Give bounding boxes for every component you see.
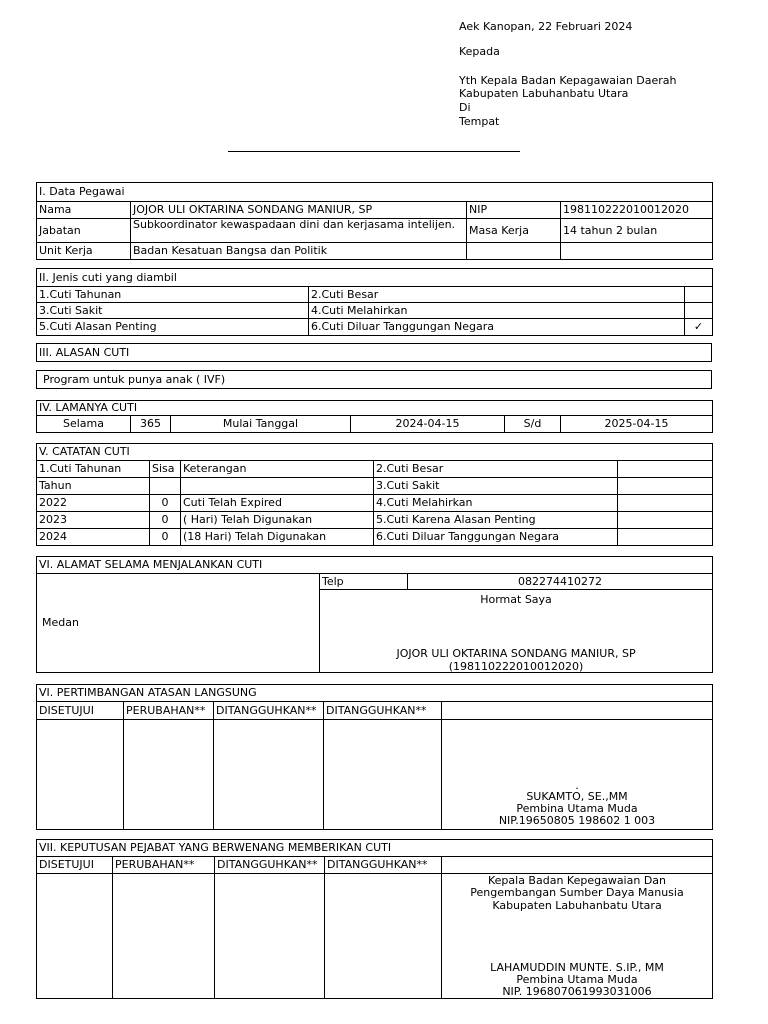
reason-table	[36, 370, 712, 389]
masa-kerja-label: Masa Kerja	[467, 219, 561, 243]
section-4-title: IV. LAMANYA CUTI	[37, 401, 713, 416]
empty-cell	[442, 857, 713, 874]
row-year: 2024	[37, 529, 150, 546]
applicant-name: JOJOR ULI OKTARINA SONDANG MANIUR, SP	[396, 647, 636, 660]
empty-cell	[618, 495, 713, 512]
section-2-title: II. Jenis cuti yang diambil	[37, 269, 713, 287]
recipient-line-3: Di	[459, 101, 471, 114]
empty-cell	[150, 478, 181, 495]
table-row	[37, 512, 713, 529]
col-ditangguhkan: DITANGGUHKAN**	[324, 702, 442, 720]
official-signature-block	[442, 874, 713, 999]
supervisor-signature-block	[442, 720, 713, 830]
end-date: 2025-04-15	[561, 416, 713, 433]
reason-title-table	[36, 343, 712, 362]
address-table	[36, 556, 713, 673]
place-date: Aek Kanopan, 22 Februari 2024	[459, 20, 633, 33]
row-sisa: 0	[150, 529, 181, 546]
row-keterangan: Cuti Telah Expired	[181, 495, 374, 512]
recipient-line-1: Yth Kepala Badan Kepagawaian Daerah	[459, 74, 677, 87]
jabatan-value: Subkoordinator kewaspadaan dini dan kerjasama intelijen.	[131, 219, 467, 243]
col-perubahan: PERUBAHAN**	[124, 702, 214, 720]
row-sisa: 0	[150, 512, 181, 529]
col-ditangguhkan: DITANGGUHKAN**	[214, 702, 324, 720]
unit-kerja-value: Badan Kesatuan Bangsa dan Politik	[131, 243, 467, 260]
empty-cell	[37, 874, 113, 999]
empty-cell	[124, 720, 214, 830]
row-year: 2022	[37, 495, 150, 512]
row-keterangan: (18 Hari) Telah Digunakan	[181, 529, 374, 546]
notes-right-5: 6.Cuti Diluar Tanggungan Negara	[374, 529, 618, 546]
selama-label: Selama	[37, 416, 131, 433]
supervisor-rank: Pembina Utama Muda	[516, 802, 638, 815]
recipient-line-2: Kabupaten Labuhanbatu Utara	[459, 87, 629, 100]
section-8-title: VII. KEPUTUSAN PEJABAT YANG BERWENANG MEMBERIKAN CUTI	[37, 840, 713, 857]
leave-option-5: 5.Cuti Alasan Penting	[37, 319, 309, 336]
until-label: S/d	[505, 416, 561, 433]
notes-right-2: 3.Cuti Sakit	[374, 478, 618, 495]
leave-address: Medan	[37, 574, 320, 673]
employee-data-table	[36, 182, 713, 260]
notes-header-3: Keterangan	[181, 461, 374, 478]
supervisor-name: SUKAMTO, SE.,MM	[526, 790, 628, 803]
official-decision-table	[36, 839, 713, 999]
col-ditangguhkan: DITANGGUHKAN**	[325, 857, 442, 874]
leave-option-3: 3.Cuti Sakit	[37, 303, 309, 319]
official-nip: NIP. 196807061993031006	[502, 985, 652, 998]
empty-cell	[685, 303, 713, 319]
duration-table	[36, 400, 713, 433]
empty-cell	[685, 287, 713, 303]
leave-option-1: 1.Cuti Tahunan	[37, 287, 309, 303]
section-1-title: I. Data Pegawai	[37, 183, 713, 202]
start-date-label: Mulai Tanggal	[171, 416, 351, 433]
empty-cell	[324, 720, 442, 830]
empty-cell	[325, 874, 442, 999]
col-disetujui: DISETUJUI	[37, 857, 113, 874]
nip-value: 198110222010012020	[561, 202, 713, 219]
col-disetujui: DISETUJUI	[37, 702, 124, 720]
row-keterangan: ( Hari) Telah Digunakan	[181, 512, 374, 529]
hormat-saya: Hormat Saya	[480, 593, 552, 606]
col-perubahan: PERUBAHAN**	[113, 857, 215, 874]
supervisor-table	[36, 684, 713, 830]
check-icon: ✓	[685, 319, 713, 336]
empty-cell	[37, 720, 124, 830]
notes-header-1: 1.Cuti Tahunan	[37, 461, 150, 478]
header-divider	[228, 151, 520, 152]
supervisor-nip: NIP.19650805 198602 1 003	[498, 814, 656, 827]
applicant-nip: (198110222010012020)	[448, 660, 584, 673]
nama-value: JOJOR ULI OKTARINA SONDANG MANIUR, SP	[131, 202, 467, 219]
signature-dot: .	[575, 779, 579, 792]
unit-kerja-label: Unit Kerja	[37, 243, 131, 260]
empty-cell	[618, 512, 713, 529]
leave-option-2: 2.Cuti Besar	[309, 287, 685, 303]
empty-cell	[181, 478, 374, 495]
empty-cell	[467, 243, 561, 260]
applicant-signature-block	[320, 590, 713, 673]
nama-label: Nama	[37, 202, 131, 219]
empty-cell	[215, 874, 325, 999]
office-line-1: Kepala Badan Kepegawaian Dan	[487, 874, 667, 887]
section-5-title: V. CATATAN CUTI	[37, 444, 713, 461]
empty-cell	[618, 461, 713, 478]
notes-right-3: 4.Cuti Melahirkan	[374, 495, 618, 512]
official-name: LAHAMUDDIN MUNTE. S.IP., MM	[490, 961, 664, 974]
masa-kerja-value: 14 tahun 2 bulan	[561, 219, 713, 243]
office-line-3: Kabupaten Labuhanbatu Utara	[492, 899, 662, 912]
empty-cell	[113, 874, 215, 999]
section-3-title: III. ALASAN CUTI	[37, 344, 712, 362]
duration-days: 365	[131, 416, 171, 433]
empty-cell	[561, 243, 713, 260]
section-6-title: VI. ALAMAT SELAMA MENJALANKAN CUTI	[37, 557, 713, 574]
section-7-title: VI. PERTIMBANGAN ATASAN LANGSUNG	[37, 685, 713, 702]
empty-cell	[214, 720, 324, 830]
notes-right-4: 5.Cuti Karena Alasan Penting	[374, 512, 618, 529]
notes-right-1: 2.Cuti Besar	[374, 461, 618, 478]
empty-cell	[442, 702, 713, 720]
table-row	[37, 495, 713, 512]
col-ditangguhkan: DITANGGUHKAN**	[215, 857, 325, 874]
leave-reason: Program untuk punya anak ( IVF)	[37, 371, 712, 389]
empty-cell	[618, 478, 713, 495]
leave-option-4: 4.Cuti Melahirkan	[309, 303, 685, 319]
jabatan-label: Jabatan	[37, 219, 131, 243]
telp-label: Telp	[320, 574, 408, 590]
notes-header-2: Sisa	[150, 461, 181, 478]
row-sisa: 0	[150, 495, 181, 512]
office-line-2: Pengembangan Sumber Daya Manusia	[470, 886, 684, 899]
leave-option-6: 6.Cuti Diluar Tanggungan Negara	[309, 319, 685, 336]
table-row	[37, 529, 713, 546]
leave-notes-table	[36, 443, 713, 546]
official-rank: Pembina Utama Muda	[516, 973, 638, 986]
telp-value: 082274410272	[408, 574, 713, 590]
kepada-label: Kepada	[459, 45, 500, 58]
start-date: 2024-04-15	[351, 416, 505, 433]
row-year: 2023	[37, 512, 150, 529]
recipient-line-4: Tempat	[459, 115, 500, 128]
empty-cell	[618, 529, 713, 546]
nip-label: NIP	[467, 202, 561, 219]
leave-type-table	[36, 268, 713, 336]
tahun-label: Tahun	[37, 478, 150, 495]
